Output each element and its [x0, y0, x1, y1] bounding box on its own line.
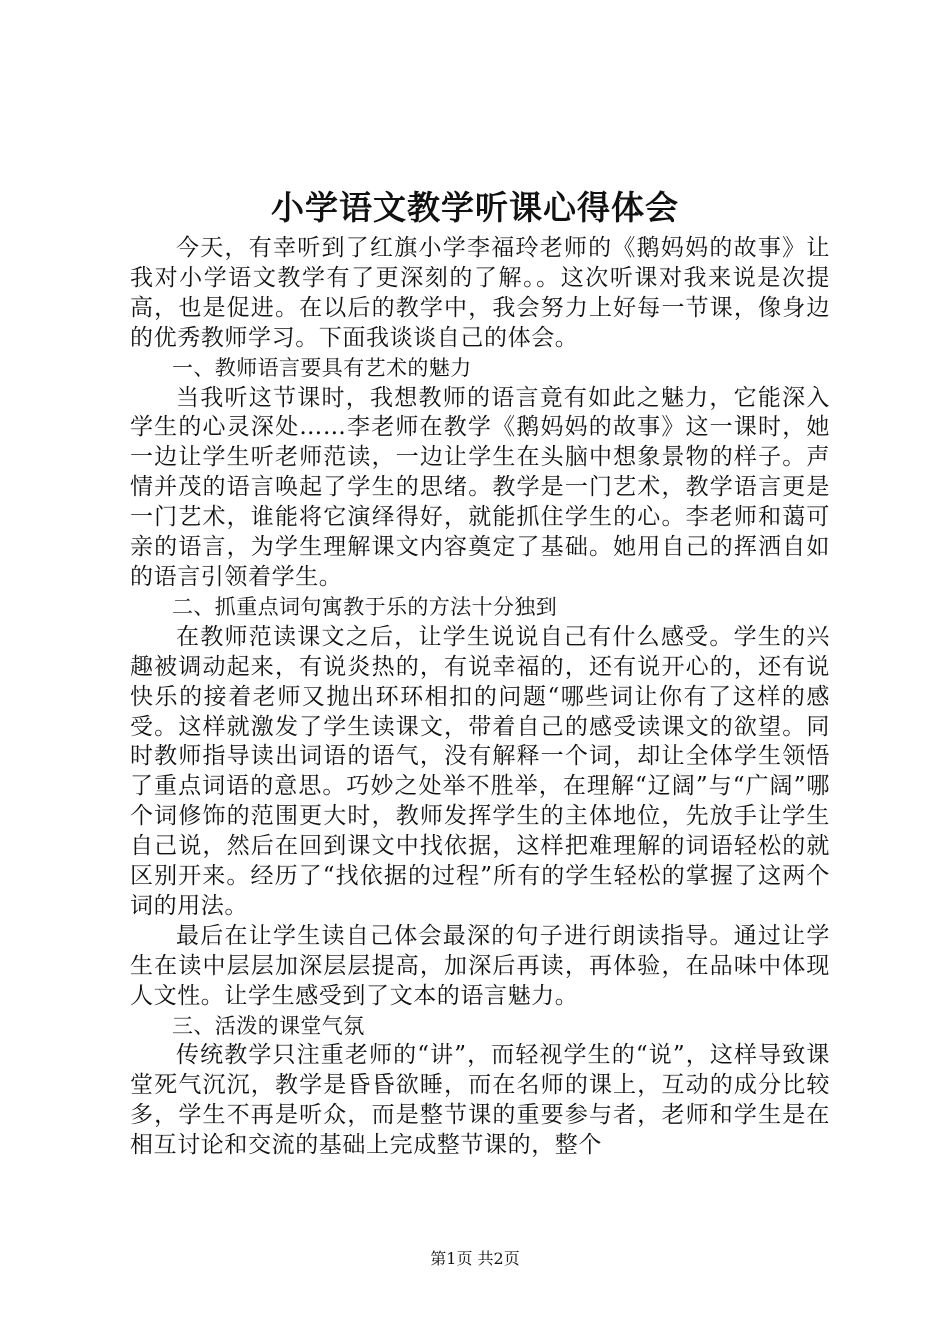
section-heading-2: 二、抓重点词句寓教于乐的方法十分独到	[172, 594, 558, 619]
paragraph-section-2b: 最后在让学生读自己体会最深的句子进行朗读指导。通过让学生在读中层层加深层层提高，加深后再读，再体验，在品味中体现人文性。让学生感受到了文本的语言魅力。	[130, 922, 830, 1009]
document-body	[130, 234, 830, 1161]
page-number-footer: 第1页 共2页	[430, 1249, 520, 1268]
document-title: 小学语文教学听课心得体会	[271, 188, 679, 227]
paragraph-section-3: 传统教学只注重老师的“讲”，而轻视学生的“说”，这样导致课堂死气沉沉，教学是昏昏欲睡，而在名师的课上，互动的成分比较多，学生不再是听众，而是整节课的重要参与者，老师和学生是在相互讨论和交流的基础上完成整节课的，整个	[130, 1042, 830, 1159]
paragraph-section-1: 当我听这节课时，我想教师的语言竟有如此之魅力，它能深入学生的心灵深处……李老师在教学《鹅妈妈的故事》这一课时，她一边让学生听老师范读，一边让学生在头脑中想象景物的样子。声情并茂的语言唤起了学生的思绪。教学是一门艺术，教学语言更是一门艺术，谁能将它演绎得好，就能抓住学生的心。李老师和蔼可亲的语言，为学生理解课文内容奠定了基础。她用自己的挥洒自如的语言引领着学生。	[130, 384, 830, 590]
section-heading-1: 一、教师语言要具有艺术的魅力	[172, 355, 472, 380]
section-heading-3: 三、活泼的课堂气氛	[172, 1013, 365, 1038]
paragraph-intro: 今天，有幸听到了红旗小学李福玲老师的《鹅妈妈的故事》让我对小学语文教学有了更深刻的了解。。这次听课对我来说是次提高，也是促进。在以后的教学中，我会努力上好每一节课，像身边的优秀教师学习。下面我谈谈自己的体会。	[130, 235, 830, 351]
paragraph-section-2a: 在教师范读课文之后，让学生说说自己有什么感受。学生的兴趣被调动起来，有说炎热的，有说幸福的，还有说开心的，还有说快乐的接着老师又抛出环环相扣的问题“哪些词让你有了这样的感受。这样就激发了学生读课文，带着自己的感受读课文的欲望。同时教师指导读出词语的语气，没有解释一个词，却让全体学生领悟了重点词语的意思。巧妙之处举不胜举，在理解“辽阔”与“广阔”哪个词修饰的范围更大时，教师发挥学生的主体地位，先放手让学生自己说，然后在回到课文中找依据，这样把难理解的词语轻松的就区别开来。经历了“找依据的过程”所有的学生轻松的掌握了这两个词的用法。	[130, 623, 830, 919]
